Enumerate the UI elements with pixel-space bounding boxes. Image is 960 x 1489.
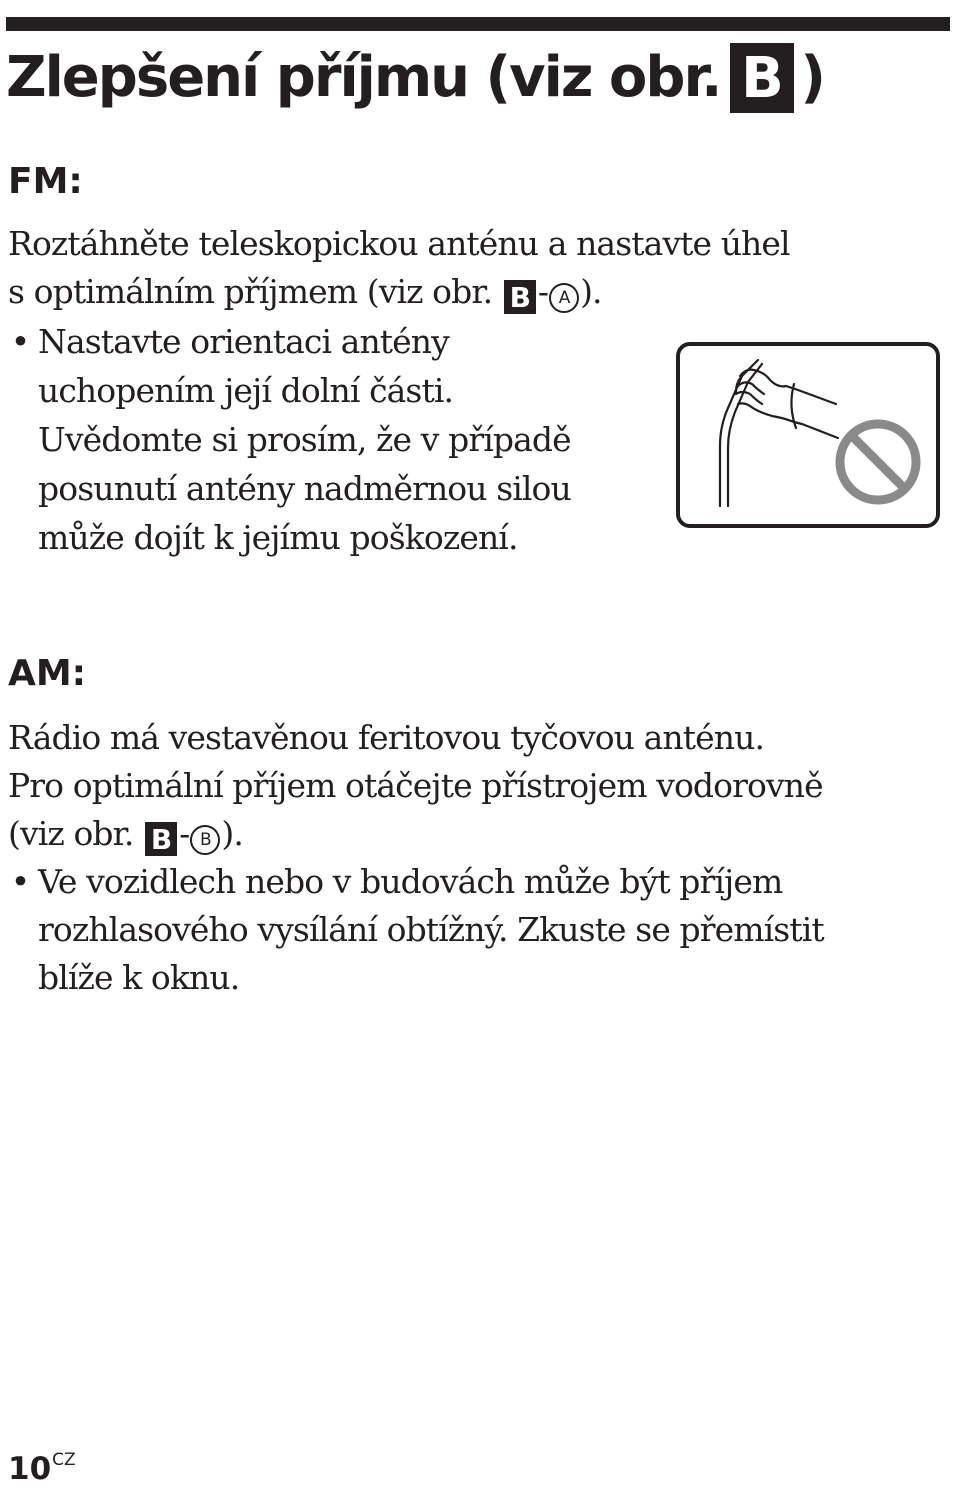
am-dash: - xyxy=(179,814,190,853)
hand-holding-antenna-icon xyxy=(720,360,838,506)
fm-bullet-line-5: může dojít k jejímu poškození. xyxy=(38,518,518,557)
page-lang-code: CZ xyxy=(52,1450,76,1470)
fm-bullet-line-3: Uvědomte si prosím, že v případě xyxy=(38,420,571,459)
am-bullet-line-2: rozhlasového vysílání obtížný. Zkuste se přemístit xyxy=(38,910,824,949)
page-title-close: ) xyxy=(800,45,824,110)
top-rule xyxy=(6,17,950,31)
page-title xyxy=(6,36,824,120)
fm-paragraph-line-1: Roztáhněte teleskopickou anténu a nastavte úhel xyxy=(8,224,790,263)
am-bullet-line-1: Ve vozidlech nebo v budovách může být příjem xyxy=(38,862,783,901)
page-number-value: 10 xyxy=(8,1451,52,1487)
fm-heading: FM: xyxy=(8,161,83,202)
fm-bullet-line-4: posunutí antény nadměrnou silou xyxy=(38,469,571,508)
am-paragraph-line-2: Pro optimální příjem otáčejte přístrojem vodorovně xyxy=(8,766,823,805)
am-paragraph-line-1: Rádio má vestavěnou feritovou tyčovou anténu. xyxy=(8,718,765,757)
am-paragraph-line-3-text: (viz obr. xyxy=(8,814,134,853)
marker-b-icon: B xyxy=(190,825,220,855)
figure-badge: B xyxy=(730,43,794,113)
antenna-illustration xyxy=(676,342,940,528)
page-number xyxy=(8,1440,76,1489)
fm-dash: - xyxy=(537,272,549,311)
figure-badge: B xyxy=(504,280,536,314)
am-paragraph-line-3-close: ). xyxy=(221,814,243,853)
bullet-icon: • xyxy=(10,322,30,361)
fm-bullet-line-1: Nastavte orientaci antény xyxy=(38,322,449,361)
am-heading: AM: xyxy=(8,653,87,694)
prohibited-icon xyxy=(840,424,916,500)
fm-paragraph-line-2-text: s optimálním příjmem (viz obr. xyxy=(8,272,493,311)
marker-a-icon: A xyxy=(549,283,579,313)
page-title-text: Zlepšení příjmu (viz obr. xyxy=(6,45,721,110)
am-bullet-line-3: blíže k oknu. xyxy=(38,958,240,997)
fm-paragraph-line-2 xyxy=(8,268,602,316)
am-paragraph-line-3 xyxy=(8,810,243,858)
fm-bullet-line-2: uchopením její dolní části. xyxy=(38,371,454,410)
fm-paragraph-line-2-close: ). xyxy=(580,272,602,311)
bullet-icon: • xyxy=(10,862,30,901)
figure-badge: B xyxy=(145,822,177,856)
illustration-svg xyxy=(680,346,936,524)
